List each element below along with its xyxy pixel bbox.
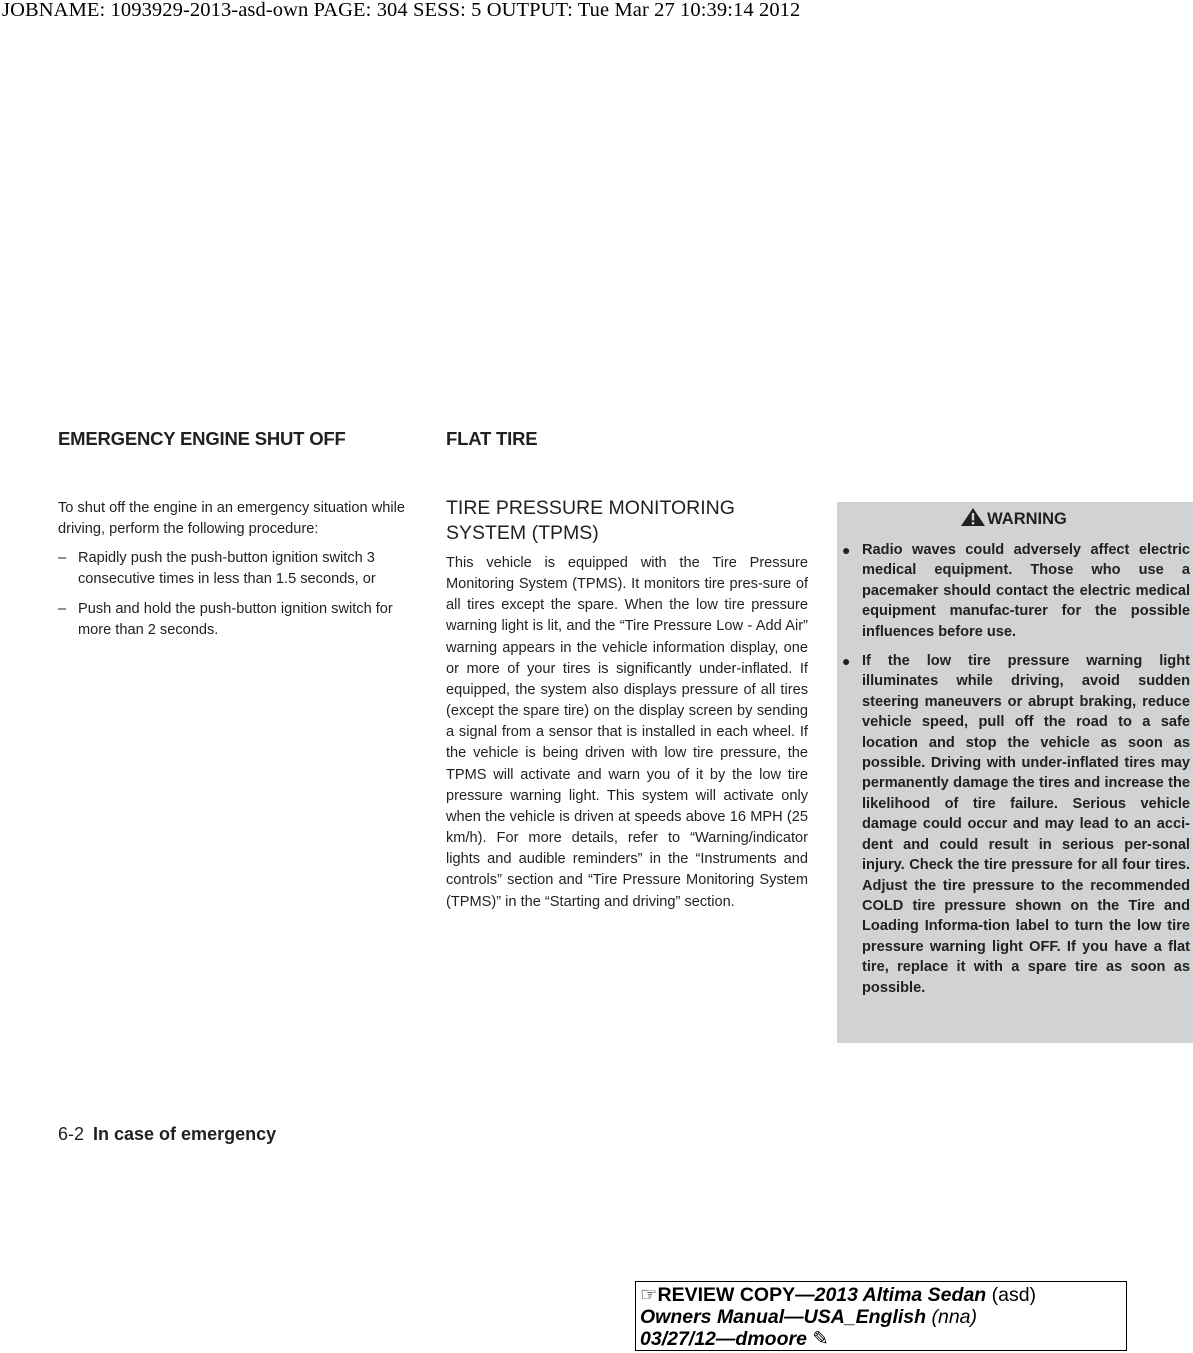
page-number: 6-2: [58, 1124, 85, 1144]
warning-triangle-icon: [960, 507, 986, 527]
review-copy-label: REVIEW COPY—: [657, 1284, 815, 1306]
warning-item-text: Radio waves could adversely affect electric medical equipment. Those who use a pacemaker should contact the electric medical equipment manufac-turer for the possible influences before use.: [862, 542, 1190, 640]
footer-section-name: In case of emergency: [93, 1124, 277, 1144]
tpms-body-text: This vehicle is equipped with the Tire Pressure Monitoring System (TPMS). It monitors tire pres-sure of all tires except the spare. When the low tire pressure warning light is lit, and the “Tire Pressure Low - Add Air” warning appears in the vehicle information display, one or more of your tires is significantly under-inflated. If equipped, the system also displays pressure of all tires (except the spare tire) on the display screen by sending a signal from a sensor that is installed in each wheel. If the vehicle is being driven with low tire pressure, the TPMS will activate and warn you of it by the low tire pressure warning light. This system will activate only when the vehicle is driven at speeds above 16 MPH (25 km/h). For more details, refer to “Warning/indicator lights and audible reminders” in the “Instruments and controls” section and “Tire Pressure Monitoring System (TPMS)” in the “Starting and driving” section.: [446, 555, 808, 910]
list-item: [58, 548, 418, 590]
warning-list: [837, 540, 1190, 998]
dash-marker: –: [58, 601, 67, 617]
review-copy-stamp: [635, 1281, 1127, 1351]
list-item-text: Push and hold the push-button ignition switch for more than 2 seconds.: [78, 601, 393, 638]
list-item: [837, 540, 1190, 642]
review-line-2: [640, 1306, 1126, 1328]
vehicle-model: 2013 Altima Sedan: [814, 1284, 987, 1306]
warning-title-row: [837, 506, 1190, 532]
bullet-marker: ●: [842, 653, 851, 670]
dash-marker: –: [58, 550, 67, 566]
vehicle-code: (asd): [986, 1284, 1037, 1306]
bullet-marker: ●: [842, 542, 851, 558]
job-header-line: JOBNAME: 1093929-2013-asd-own PAGE: 304 SESS: 5 OUTPUT: Tue Mar 27 10:39:14 2012: [2, 0, 801, 21]
heading-flat-tire: FLAT TIRE: [446, 428, 538, 449]
list-item-text: Rapidly push the push-button ignition switch 3 consecutive times in less than 1.5 seconds, or: [78, 550, 376, 587]
warning-box: [837, 502, 1193, 1043]
emergency-intro: To shut off the engine in an emergency situation while driving, perform the following procedure:: [58, 500, 405, 537]
tpms-subheading: TIRE PRESSURE MONITORING SYSTEM (TPMS): [446, 497, 735, 544]
page-footer: [58, 1124, 276, 1145]
manual-name: Owners Manual—USA_English: [640, 1306, 927, 1328]
warning-title: WARNING: [987, 510, 1067, 528]
warning-item-text: If the low tire pressure warning light illuminates while driving, avoid sudden steering maneuvers or abrupt braking, reduce vehicle speed, pull off the road to a safe location and stop the vehicle as soon as possible. Driving with under-inflated tires may permanently damage the tires and increase the likelihood of tire failure. Serious vehicle damage could occur and may lead to an acci-dent and could result in serious per-sonal injury. Check the tire pressure for all four tires. Adjust the tire pressure to the recommended COLD tire pressure shown on the Tire and Loading Informa-tion label to turn the low tire pressure warning light OFF. If you have a flat tire, replace it with a spare tire as soon as possible.: [862, 653, 1190, 996]
emergency-procedure-list: [58, 548, 418, 641]
review-line-3: [640, 1328, 1126, 1350]
review-line-1: [640, 1284, 1126, 1306]
emergency-column: [58, 498, 418, 650]
pencil-icon: ✎: [812, 1328, 829, 1350]
market-code: (nna): [926, 1306, 978, 1328]
flat-tire-column: [446, 496, 808, 913]
pointing-hand-icon: ☞: [640, 1284, 658, 1306]
list-item: [837, 651, 1190, 998]
list-item: [58, 599, 418, 641]
review-date-author: 03/27/12—dmoore: [640, 1328, 807, 1350]
heading-emergency-engine-shut-off: EMERGENCY ENGINE SHUT OFF: [58, 428, 346, 449]
